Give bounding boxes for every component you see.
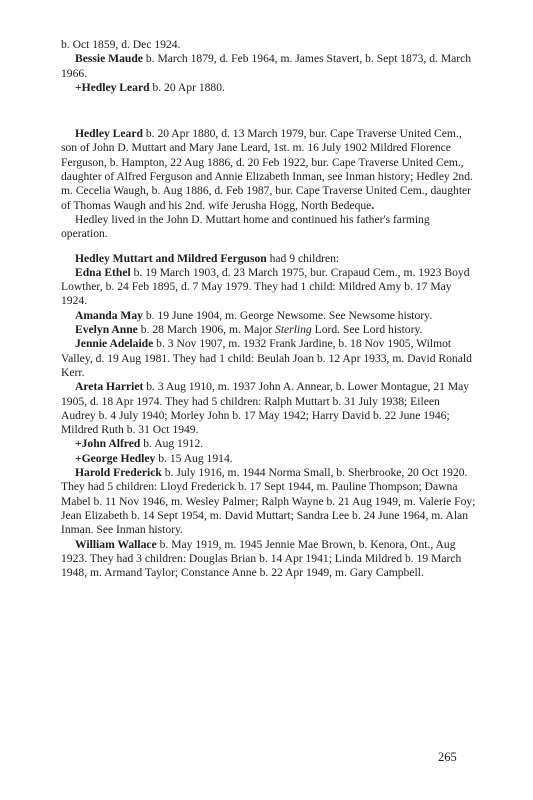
entry-name: Hedley Leard [75,127,143,141]
child-name: Amanda May [75,308,143,322]
child-text: b. 19 June 1904, m. George Newsome. See Newsome history. [142,308,433,322]
child-name: Areta Harriet [75,380,144,394]
child-name: Evelyn Anne [75,323,138,337]
child-entry [61,538,476,581]
page-content [61,38,476,580]
child-text: b. 28 March 1906, m. Major [137,323,276,337]
child-text: b. Aug 1912. [140,437,204,451]
child-entry [61,437,476,451]
entry-text-end: . [371,198,375,212]
section-gap [61,117,476,127]
children-heading-names: Hedley Muttart and Mildred Ferguson [75,251,267,265]
child-name: William Wallace [75,537,157,551]
child-text: b. May 1919, m. 1945 Jennie Mae Brown, b. Kenora, Ont., Aug 1923. They had 3 children: Douglas Brian b. 14 Apr 1941; Linda Mildred b. 19 March 1948, m. Armand Taylor; Constance Anne b. 22 Apr 1949, m. Gary Campbell. [61,537,462,580]
child-entry [61,266,476,309]
child-name: +John Alfred [75,437,141,451]
child-entry [61,337,476,380]
section-gap [61,95,476,117]
entry-hedley-leard-ref [61,81,476,95]
children-heading [61,252,476,266]
child-text: Lord. See Lord history. [311,323,423,337]
child-entry [61,466,476,537]
entry-name: +Hedley Leard [75,80,150,94]
child-text: b. 3 Nov 1907, m. 1932 Frank Jardine, b. 18 Nov 1905, Wilmot Valley, d. 19 Aug 1981. They had 1 child: Beulah Joan b. 12 Apr 1933, m. David Ronald Kerr. [61,337,472,379]
child-entry [61,452,476,466]
child-text: b. 19 March 1903, d. 23 March 1975, bur. Crapaud Cem., m. 1923 Boyd Lowther, b. 24 Feb 1895, d. 7 May 1979. They had 1 child: Mildred Amy b. 17 May 1924. [61,265,470,308]
child-entry [61,380,476,437]
child-name: Jennie Adelaide [75,337,154,351]
child-name: Edna Ethel [75,265,131,279]
entry-text: b. March 1879, d. Feb 1964, m. James Stavert, b. Sept 1873, d. March 1966. [61,52,472,80]
child-entry [61,323,476,337]
hedley-leard-note: Hedley lived in the John D. Muttart home and continued his father's farming operation. [61,212,430,241]
child-text: b. 3 Aug 1910, m. 1937 John A. Annear, b. Lower Montague, 21 May 1905, d. 18 Apr 1974. They had 5 children: Ralph Muttart b. 31 July 1938; Eileen Audrey b. 4 July 1940; Morley John b. 17 May 1942; Harry David b. 22 June 1946; Mildred Ruth b. 31 Oct 1949. [61,380,470,437]
child-name: +George Hedley [75,451,156,465]
children-heading-rest: had 9 children: [266,251,340,265]
page-number: 265 [438,750,457,764]
child-text: b. 15 Aug 1914. [155,451,233,465]
entry-bessie-maude [61,52,476,81]
continued-entry-line: b. Oct 1859, d. Dec 1924. [61,38,181,51]
section-gap [61,242,476,252]
hedley-leard-bio [61,127,476,213]
entry-text: b. 20 Apr 1880. [149,80,225,94]
child-text-italic: Sterling [275,323,312,337]
entry-name: Bessie Maude [75,52,143,66]
child-name: Harold Frederick [75,466,162,480]
child-text: b. July 1916, m. 1944 Norma Small, b. Sherbrooke, 20 Oct 1920. They had 5 children: Lloyd Frederick b. 17 Sept 1944, m. Pauline Thompson; Dawna Mabel b. 11 Nov 1946, m. Wesley Palmer; Ralph Wayne b. 21 Aug 1949, m. Valerie Foy; Jean Elizabeth b. 14 Sept 1954, m. David Muttart; Sandra Lee b. 24 June 1964, m. Alan Inman. See Inman history. [61,466,476,537]
child-entry [61,309,476,323]
entry-text: b. 20 Apr 1880, d. 13 March 1979, bur. Cape Traverse United Cem., son of John D. Muttart and Mary Jane Leard, 1st. m. 16 July 1902 Mildred Florence Ferguson, b. Hampton, 22 Aug 1886, d. 20 Feb 1922, bur. Cape Traverse United Cem., daughter of Alfred Ferguson and Annie Elizabeth Inman, see Inman history; Hedley 2nd. m. Cecelia Waugh, b. Aug 1886, d. Feb 1987, bur. Cape Traverse United Cem., daughter of Thomas Waugh and his 2nd. wife Jerusha Hogg, North Bedeque [61,127,473,212]
